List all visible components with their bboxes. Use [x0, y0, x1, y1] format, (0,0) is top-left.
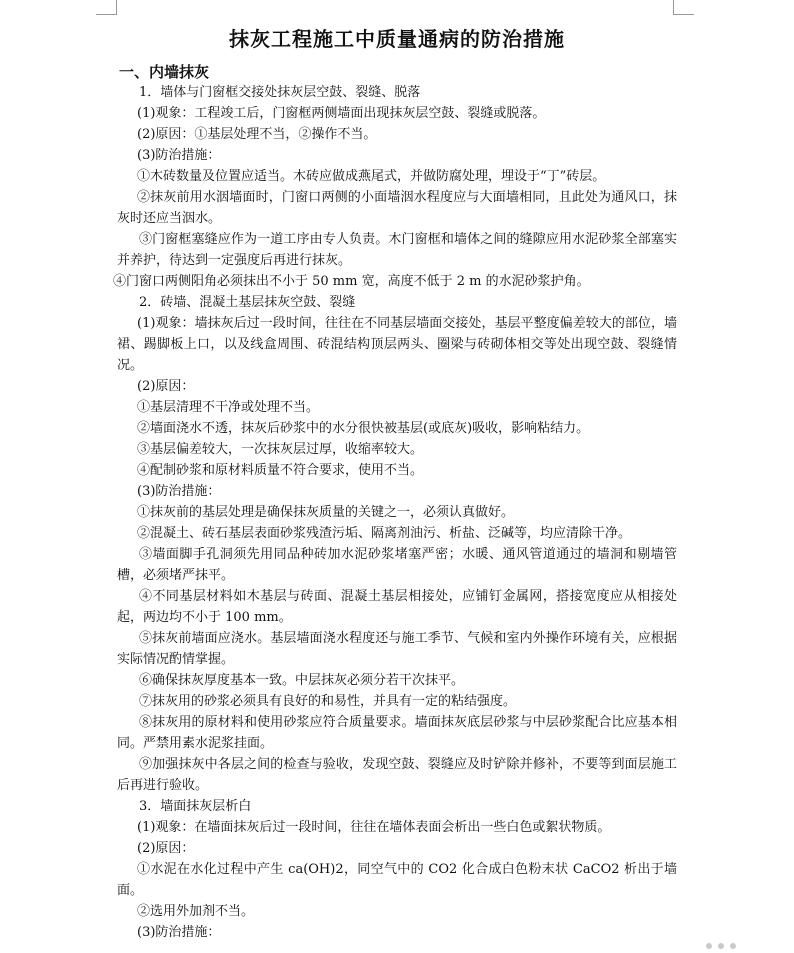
page-footer-dots: [700, 934, 770, 940]
paragraph: ④门窗口两侧阳角必须抹出不小于 50 mm 宽，高度不低于 2 m 的水泥砂浆护角。: [113, 274, 590, 289]
paragraph: ⑧抹灰用的原材料和使用砂浆应符合质量要求。墙面抹灰底层砂浆与中层砂浆配合比应基本相同。严禁用素水泥浆挂面。: [117, 715, 677, 751]
paragraph: (2)原因：①基层处理不当，②操作不当。: [137, 127, 377, 142]
paragraph: ②混凝土、砖石基层表面砂浆残渣污垢、隔离剂油污、析盐、泛碱等，均应清除干净。: [137, 526, 632, 541]
paragraph: ③门窗框塞缝应作为一道工序由专人负责。木门窗框和墙体之间的缝隙应用水泥砂浆全部塞实并养护，待达到一定强度后再进行抹灰。: [117, 232, 677, 268]
paragraph: ⑤抹灰前墙面应浇水。基层墙面浇水程度还与施工季节、气候和室内外操作环境有关，应根据实际情况酌情掌握。: [117, 631, 677, 667]
paragraph: (3)防治措施：: [137, 925, 221, 940]
subsection-heading: 1．墙体与门窗框交接处抹灰层空鼓、裂缝、脱落: [139, 85, 421, 100]
paragraph: ②墙面浇水不透，抹灰后砂浆中的水分很快被基层(或底灰)吸收，影响粘结力。: [137, 421, 590, 436]
paragraph: (1)观象：墙抹灰后过一段时间，往往在不同基层墙面交接处，基层平整度偏差较大的部位，墙裙、踢脚板上口，以及线盒周围、砖混结构顶层两头、圈梁与砖砌体相交等处出现空鼓、裂缝情况。: [117, 316, 677, 373]
subsection-heading: 2．砖墙、混凝土基层抹灰空鼓、裂缝: [139, 295, 356, 310]
paragraph: ⑥确保抹灰厚度基本一致。中层抹灰必须分若干次抹平。: [139, 673, 465, 688]
dot-icon: [718, 943, 724, 949]
paragraph: ④配制砂浆和原材料质量不符合要求，使用不当。: [137, 463, 424, 478]
paragraph: ⑨加强抹灰中各层之间的检查与验收，发现空鼓、裂缝应及时铲除并修补，不要等到面层施工后再进行验收。: [117, 757, 677, 793]
paragraph: ④不同基层材料如木基层与砖面、混凝土基层相接处，应铺钉金属网，搭接宽度应从相接处起，两边均不小于 100 mm。: [117, 589, 677, 625]
paragraph: ⑦抹灰用的砂浆必须具有良好的和易性，并具有一定的粘结强度。: [139, 694, 517, 709]
paragraph: ③基层偏差较大，一次抹灰层过厚，收缩率较大。: [137, 442, 424, 457]
document-title: 抹灰工程施工中质量通病的防治措施: [229, 27, 565, 51]
paragraph: (3)防治措施：: [137, 484, 221, 499]
paragraph: ①基层清理不干净或处理不当。: [137, 400, 320, 415]
paragraph: ③墙面脚手孔洞须先用同品种砖加水泥砂浆堵塞严密；水暖、通风管道通过的墙洞和剔墙管槽，必须堵严抹平。: [117, 547, 677, 583]
dot-icon: [706, 943, 712, 949]
paragraph: (1)观象：工程竣工后，门窗框两侧墙面出现抹灰层空鼓、裂缝或脱落。: [137, 106, 546, 121]
subsection-heading: 3．墙面抹灰层析白: [139, 799, 252, 814]
paragraph: ①木砖数量及位置应适当。木砖应做成燕尾式，并做防腐处理，埋设于“丁”砖层。: [137, 169, 606, 184]
document-body: [113, 24, 677, 943]
paragraph: ①抹灰前的基层处理是确保抹灰质量的关键之一，必须认真做好。: [137, 505, 515, 520]
paragraph: ①水泥在水化过程中产生 ca(OH)2，同空气中的 CO2 化合成白色粉末状 CaCO2 析出于墙面。: [117, 862, 677, 898]
section-heading: 一、内墙抹灰: [119, 63, 210, 81]
dot-icon: [730, 943, 736, 949]
paragraph: ②抹灰前用水洇墙面时，门窗口两侧的小面墙洇水程度应与大面墙相同，且此处为通风口，抹灰时还应当洇水。: [117, 190, 677, 226]
page-corner-mark-left: [96, 0, 117, 15]
paragraph: (1)观象：在墙面抹灰后过一段时间，往往在墙体表面会析出一些白色或絮状物质。: [137, 820, 611, 835]
paragraph: (2)原因：: [137, 379, 195, 394]
page-corner-mark-right: [673, 0, 694, 15]
paragraph: ②选用外加剂不当。: [137, 904, 255, 919]
paragraph: (2)原因：: [137, 841, 195, 856]
paragraph: (3)防治措施：: [137, 148, 221, 163]
